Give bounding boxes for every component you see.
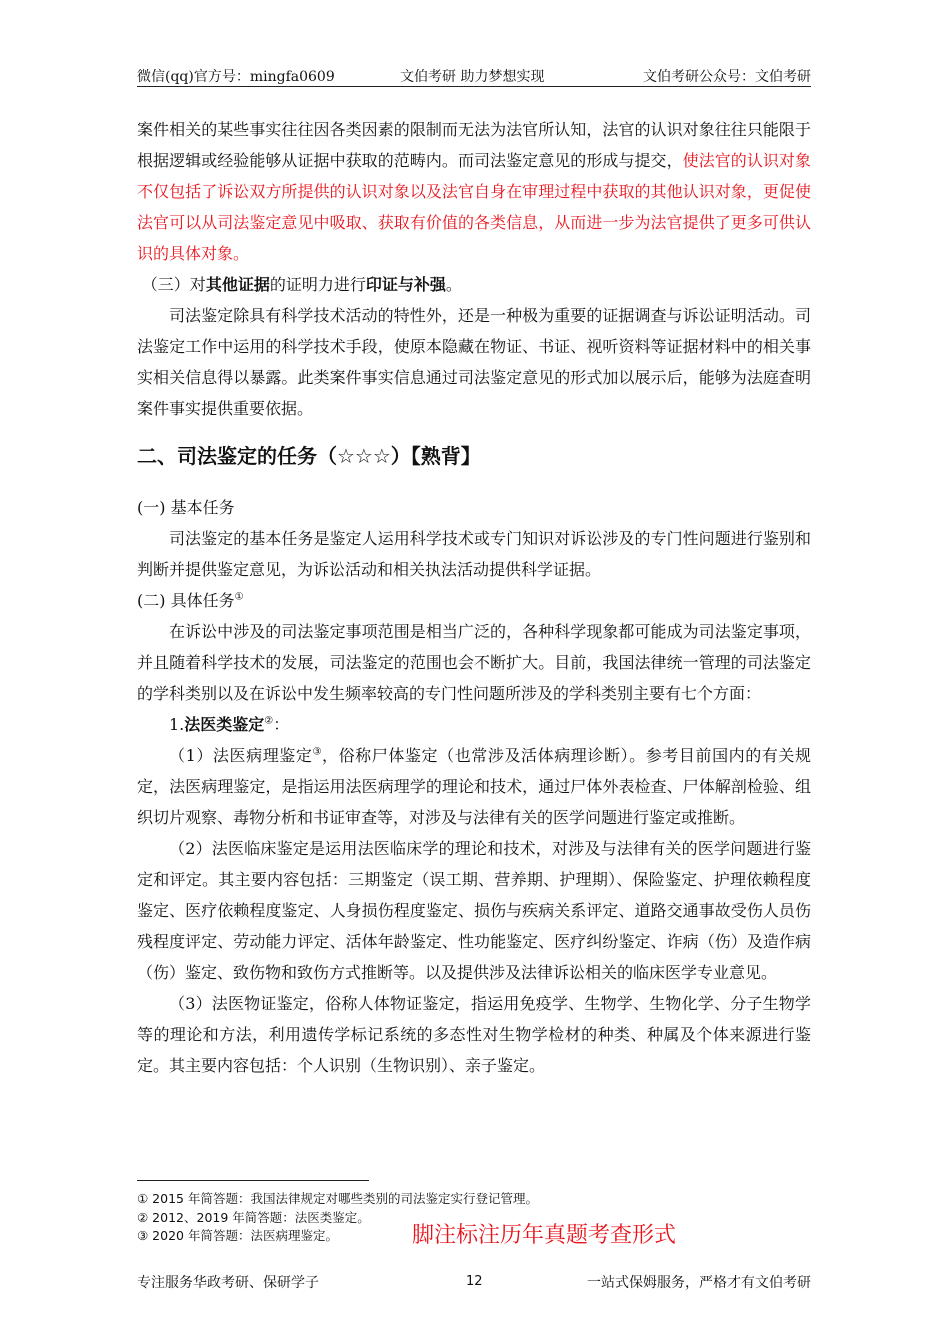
red-highlight-text: 使法官的认识对象不仅包括了诉讼双方所提供的认识对象以及法官自身在审理过程中获取的其他认识对象，更促使法官可以从司法鉴定意见中吸取、获取有价值的各类信息，从而进一步为法官提供了更多可供认识的具体对象。 xyxy=(137,151,811,263)
paragraph xyxy=(137,740,811,833)
footnote-item: ① 2015 年简答题：我国法律规定对哪些类别的司法鉴定实行登记管理。 xyxy=(137,1191,538,1206)
paragraph xyxy=(137,114,811,269)
text-block-1 xyxy=(137,114,811,424)
footer-left: 专注服务华政考研、保研学子 xyxy=(137,1275,319,1291)
paragraph: 司法鉴定除具有科学技术活动的特性外，还是一种极为重要的证据调查与诉讼证明活动。司法鉴定工作中运用的科学技术手段，使原本隐藏在物证、书证、视听资料等证据材料中的相关事实相关信息得以暴露。此类案件事实信息通过司法鉴定意见的形式加以展示后，能够为法庭查明案件事实提供重要依据。 xyxy=(137,306,811,418)
paragraph: （3）法医物证鉴定，俗称人体物证鉴定，指运用免疫学、生物学、生物化学、分子生物学等的理论和方法，利用遗传学标记系统的多态性对生物学检材的种类、种属及个体来源进行鉴定。其主要内容包括：个人识别（生物识别）、亲子鉴定。 xyxy=(137,994,811,1075)
subheading-3 xyxy=(137,269,811,300)
bold-text: 印证与补强 xyxy=(365,275,446,294)
footnote-ref[interactable]: ③ xyxy=(312,746,323,758)
subheading-specific xyxy=(137,585,811,616)
footnote-divider xyxy=(137,1180,369,1181)
header-right: 文伯考研公众号：文伯考研 xyxy=(643,69,811,85)
page-footer xyxy=(137,1272,811,1294)
page-header xyxy=(137,62,811,87)
footer-right: 一站式保姆服务，严格才有文伯考研 xyxy=(587,1275,811,1291)
text-span: 。 xyxy=(445,275,462,294)
text-span: 案件相关的某些事实往往因各类因素的限制而无法为法官所认知，法官的认识对象往往只能限于根据逻辑或经验能够从证据中获取的范畴内。而司法鉴定意见的形成与提交， xyxy=(137,120,811,170)
footnote-item: ② 2012、2019 年简答题：法医类鉴定。 xyxy=(137,1209,370,1225)
page-number: 12 xyxy=(466,1274,483,1289)
text-span: （三）对 xyxy=(141,275,206,294)
annotation-text: 脚注标注历年真题考查形式 xyxy=(412,1223,677,1248)
text-span: （1）法医病理鉴定 xyxy=(169,746,313,765)
item-heading xyxy=(137,709,811,740)
paragraph: 在诉讼中涉及的司法鉴定事项范围是相当广泛的，各种科学现象都可能成为司法鉴定事项，并且随着科学技术的发展，司法鉴定的范围也会不断扩大。目前，我国法律统一管理的司法鉴定的学科类别以及在诉讼中发生频率较高的专门性问题所涉及的学科类别主要有七个方面： xyxy=(137,622,811,703)
footnote-ref[interactable]: ① xyxy=(234,591,244,603)
text-block-2 xyxy=(137,492,811,1081)
text-span: ： xyxy=(273,715,290,734)
item-number: 1. xyxy=(169,715,185,734)
section-title: 二、司法鉴定的任务（☆☆☆）【熟背】 xyxy=(137,444,481,468)
text-span: 的证明力进行 xyxy=(269,275,366,294)
header-center: 文伯考研 助力梦想实现 xyxy=(400,69,545,85)
paragraph: 司法鉴定的基本任务是鉴定人运用科学技术或专门知识对诉讼涉及的专门性问题进行鉴别和判断并提供鉴定意见，为诉讼活动和相关执法活动提供科学证据。 xyxy=(137,529,811,579)
footnote-item: ③ 2020 年简答题：法医病理鉴定。 xyxy=(137,1228,338,1243)
item-title: 法医类鉴定 xyxy=(184,715,265,734)
bold-text: 其他证据 xyxy=(205,275,270,294)
text-span: (二) 具体任务 xyxy=(137,591,235,610)
footnote-ref[interactable]: ② xyxy=(264,715,274,727)
header-left: 微信(qq)官方号：mingfa0609 xyxy=(137,69,335,85)
text-span: ，俗称尸体鉴定（也常涉及活体病理诊断）。参考目前国内的有关规定，法医病理鉴定，是指运用法医病理学的理论和技术，通过尸体外表检查、尸体解剖检验、组织切片观察、毒物分析和书证审查等，对涉及与法律有关的医学问题进行鉴定或推断。 xyxy=(137,746,811,827)
paragraph: （2）法医临床鉴定是运用法医临床学的理论和技术，对涉及与法律有关的医学问题进行鉴定和评定。其主要内容包括：三期鉴定（误工期、营养期、护理期）、保险鉴定、护理依赖程度鉴定、医疗依赖程度鉴定、人身损伤程度鉴定、损伤与疾病关系评定、道路交通事故受伤人员伤残程度评定、劳动能力评定、活体年龄鉴定、性功能鉴定、医疗纠纷鉴定、诈病（伤）及造作病（伤）鉴定、致伤物和致伤方式推断等。以及提供涉及法律诉讼相关的临床医学专业意见。 xyxy=(137,839,811,982)
subheading-basic: (一) 基本任务 xyxy=(137,498,235,517)
